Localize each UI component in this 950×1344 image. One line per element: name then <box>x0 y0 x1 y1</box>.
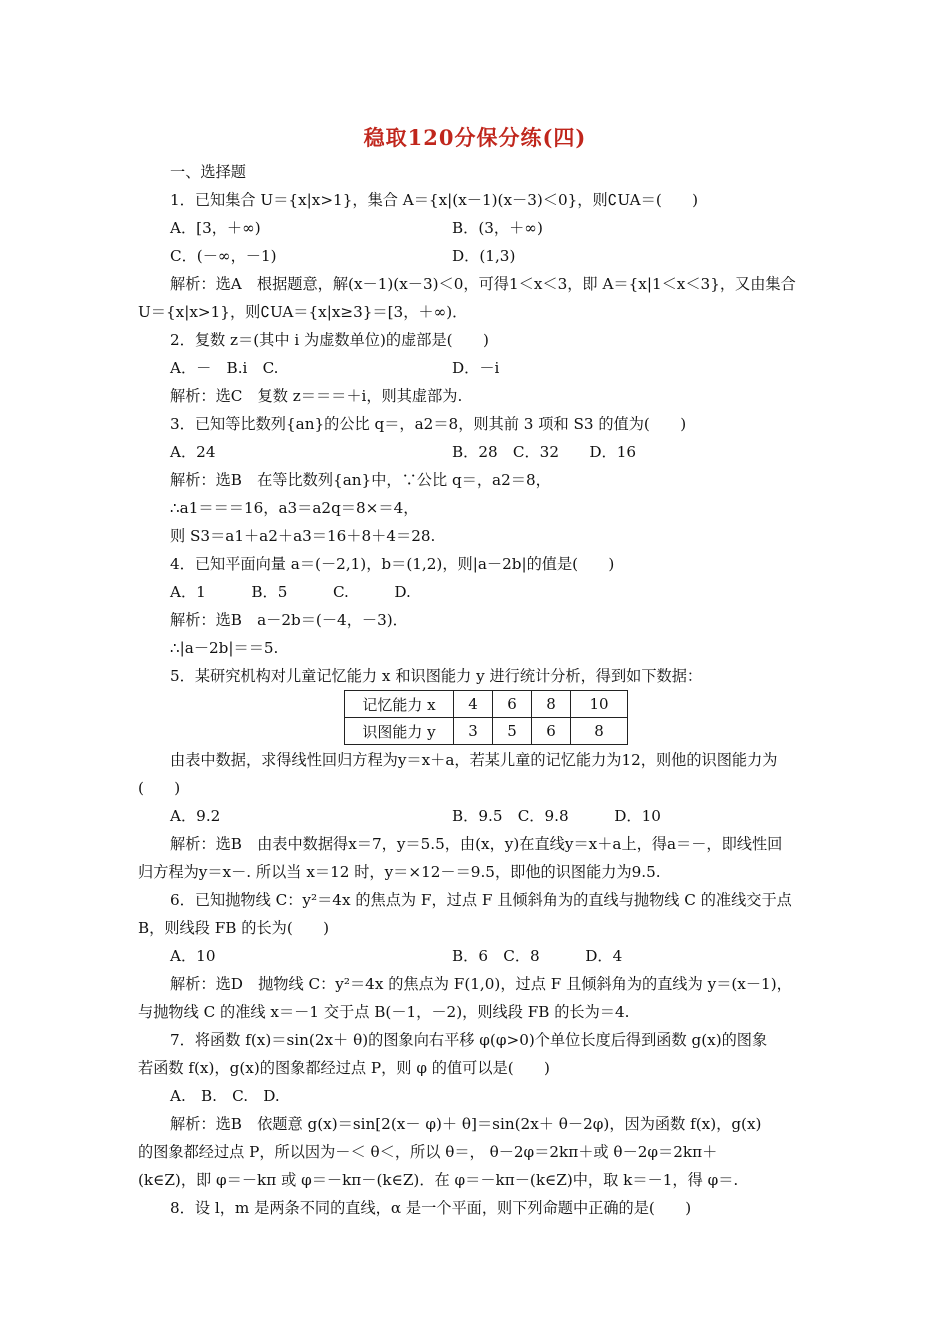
table-cell: 8 <box>532 691 571 718</box>
table-cell: 4 <box>454 691 493 718</box>
table-row-label: 记忆能力 x <box>345 691 454 718</box>
option-a: A．[3，＋∞) <box>170 219 261 237</box>
question-5-text: 由表中数据，求得线性回归方程为y＝x＋a，若某儿童的记忆能力为12，则他的识图能力为 <box>170 751 778 769</box>
answer-blank: ( ) <box>138 779 181 797</box>
question-7-cont: 若函数 f(x)，g(x)的图象都经过点 P，则 φ 的值可以是( ) <box>138 1059 550 1077</box>
option-d: D．－i <box>452 359 500 377</box>
table-cell: 8 <box>571 718 628 745</box>
table-row <box>345 718 628 745</box>
question-5: 5．某研究机构对儿童记忆能力 x 和识图能力 y 进行统计分析，得到如下数据： <box>170 667 703 685</box>
question-8: 8．设 l，m 是两条不同的直线，α 是一个平面，则下列命题中正确的是( ) <box>170 1199 692 1217</box>
solution-line: 解析：选B 在等比数列{an}中，∵公比 q＝，a2＝8， <box>170 471 551 489</box>
solution-line: 解析：选A 根据题意，解(x－1)(x－3)＜0，可得1＜x＜3，即 A＝{x|1＜x＜3}，又由集合 <box>170 275 796 293</box>
solution-line: ∴a1＝＝＝16，a3＝a2q＝8×＝4， <box>170 499 419 517</box>
question-3: 3．已知等比数列{an}的公比 q＝，a2＝8，则其前 3 项和 S3 的值为( ) <box>170 415 687 433</box>
solution-line: (k∈Z)，即 φ＝－kπ 或 φ＝－kπ－(k∈Z)．在 φ＝－kπ－(k∈Z)中，取 k＝－1，得 φ＝. <box>138 1171 739 1189</box>
solution-line: 解析：选B 由表中数据得x＝7，y＝5.5，由(x，y)在直线y＝x＋a上，得a＝－，即线性回 <box>170 835 783 853</box>
option-c: C．(－∞，－1) <box>170 247 277 265</box>
solution-line: 解析：选C 复数 z＝＝＝＋i，则其虚部为. <box>170 387 463 405</box>
table-cell: 6 <box>493 691 532 718</box>
table-row-label: 识图能力 y <box>345 718 454 745</box>
options-abcd: A．1 B．5 C. D. <box>170 583 411 601</box>
question-4: 4．已知平面向量 a＝(－2,1)，b＝(1,2)，则|a－2b|的值是( ) <box>170 555 615 573</box>
table-cell: 10 <box>571 691 628 718</box>
options-bcd: B．9.5 C．9.8 D．10 <box>452 807 661 825</box>
table-cell: 5 <box>493 718 532 745</box>
table-cell: 3 <box>454 718 493 745</box>
question-7: 7．将函数 f(x)＝sin(2x＋ θ)的图象向右平移 φ(φ>0)个单位长度后得到函数 g(x)的图象 <box>170 1031 768 1049</box>
options-bcd: B．6 C．8 D．4 <box>452 947 623 965</box>
option-a: A．10 <box>170 947 216 965</box>
solution-line: ∴|a－2b|＝＝5. <box>170 639 279 657</box>
solution-line: 解析：选B 依题意 g(x)＝sin[2(x－ φ)＋ θ]＝sin(2x＋ θ－2φ)，因为函数 f(x)，g(x) <box>170 1115 762 1133</box>
options-abc: A．－ B.i C. <box>170 359 279 377</box>
page-title: 稳取120分保分练(四) <box>363 125 587 150</box>
table-row <box>345 691 628 718</box>
options-abcd: A. B. C. D. <box>170 1087 280 1105</box>
options-bcd: B．28 C．32 D．16 <box>452 443 637 461</box>
solution-line: 归方程为y＝x－. 所以当 x＝12 时，y＝×12－＝9.5，即他的识图能力为9.5. <box>138 863 661 881</box>
option-b: B．(3，＋∞) <box>452 219 543 237</box>
solution-line: U＝{x|x>1}，则∁UA＝{x|x≥3}＝[3，＋∞)． <box>138 303 468 321</box>
solution-line: 解析：选B a－2b＝(－4，－3)． <box>170 611 408 629</box>
question-2: 2．复数 z＝(其中 i 为虚数单位)的虚部是( ) <box>170 331 489 349</box>
solution-line: 的图象都经过点 P，所以因为－＜ θ＜，所以 θ＝， θ－2φ＝2kπ＋或 θ－2φ＝2kπ＋ <box>138 1143 718 1161</box>
option-d: D．(1,3) <box>452 247 516 265</box>
solution-line: 与抛物线 C 的准线 x＝－1 交于点 B(－1，－2)，则线段 FB 的长为＝4. <box>138 1003 630 1021</box>
solution-line: 则 S3＝a1＋a2＋a3＝16＋8＋4＝28. <box>170 527 436 545</box>
solution-line: 解析：选D 抛物线 C：y²＝4x 的焦点为 F(1,0)，过点 F 且倾斜角为的直线为 y＝(x－1)， <box>170 975 792 993</box>
question-6-cont: B，则线段 FB 的长为( ) <box>138 919 330 937</box>
question-6: 6．已知抛物线 C：y²＝4x 的焦点为 F，过点 F 且倾斜角为的直线与抛物线 C 的准线交于点 <box>170 891 792 909</box>
option-a: A．9.2 <box>170 807 221 825</box>
option-a: A．24 <box>170 443 216 461</box>
question-1: 1．已知集合 U＝{x|x>1}，集合 A＝{x|(x－1)(x－3)＜0}，则∁UA＝( ) <box>170 191 699 209</box>
section-heading: 一、选择题 <box>170 163 246 181</box>
table-cell: 6 <box>532 718 571 745</box>
data-table <box>344 690 628 745</box>
